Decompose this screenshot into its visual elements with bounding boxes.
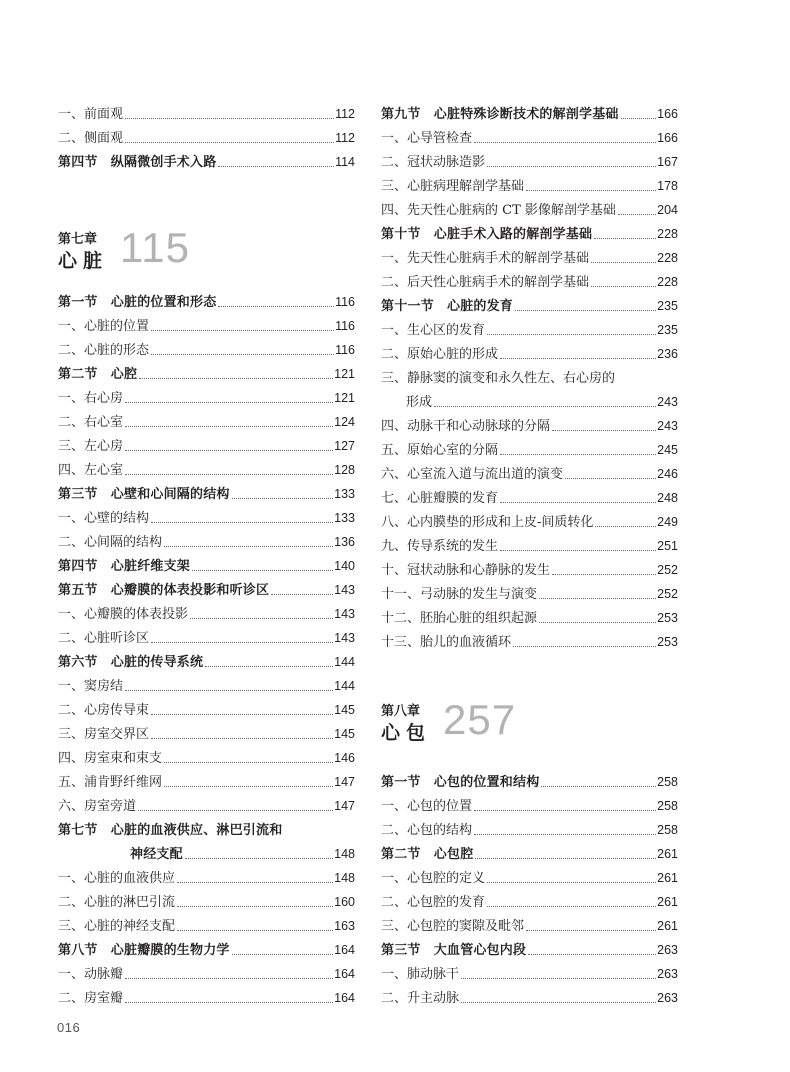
- entry-page: 178: [657, 179, 678, 193]
- toc-entry[interactable]: [58, 530, 355, 550]
- leader-dots: [232, 954, 334, 955]
- leader-dots: [218, 166, 334, 167]
- chapter-label: 第八章: [381, 704, 421, 719]
- toc-entry[interactable]: [381, 150, 678, 170]
- entry-page: 164: [334, 991, 355, 1005]
- entry-page: 261: [657, 847, 678, 861]
- toc-entry[interactable]: [381, 986, 678, 1006]
- leader-dots: [125, 450, 333, 451]
- leader-dots: [461, 1002, 656, 1003]
- toc-section-entry[interactable]: [381, 102, 678, 122]
- chapter-title: 心脏: [58, 250, 109, 272]
- leader-dots: [434, 406, 656, 407]
- leader-dots: [539, 598, 656, 599]
- leader-dots: [177, 882, 333, 883]
- leader-dots: [487, 334, 656, 335]
- entry-page: 261: [657, 895, 678, 909]
- entry-title: 十一、弓动脉的发生与演变: [381, 587, 538, 602]
- toc-entry[interactable]: [381, 606, 678, 626]
- entry-page: 263: [657, 991, 678, 1005]
- leader-dots: [271, 594, 333, 595]
- entry-page: 112: [335, 131, 355, 145]
- toc-section-entry[interactable]: [381, 938, 678, 958]
- toc-section-entry[interactable]: [58, 150, 355, 170]
- leader-dots: [487, 166, 656, 167]
- entry-page: 160: [334, 895, 355, 909]
- entry-title: 二、心脏的淋巴引流: [58, 895, 176, 910]
- leader-dots: [151, 738, 333, 739]
- entry-page: 236: [657, 347, 678, 361]
- entry-page: 166: [657, 131, 678, 145]
- entry-title: 三、心脏的神经支配: [58, 919, 176, 934]
- toc-entry[interactable]: [58, 770, 355, 790]
- leader-dots: [594, 238, 656, 239]
- toc-section-entry[interactable]: [58, 554, 355, 574]
- entry-page: 133: [334, 487, 355, 501]
- entry-page: 127: [334, 439, 355, 453]
- entry-title: 三、心包腔的窦隙及毗邻: [381, 919, 525, 934]
- entry-page: 245: [657, 443, 678, 457]
- leader-dots: [474, 142, 656, 143]
- leader-dots: [125, 1002, 333, 1003]
- toc-entry[interactable]: [381, 794, 678, 814]
- chapter-label: 第七章: [58, 232, 98, 247]
- toc-section-entry[interactable]: [58, 818, 355, 838]
- leader-dots: [539, 622, 656, 623]
- toc-entry[interactable]: [381, 486, 678, 506]
- toc-entry[interactable]: [381, 438, 678, 458]
- toc-entry[interactable]: [58, 698, 355, 718]
- entry-page: 112: [335, 107, 355, 121]
- toc-section-entry[interactable]: [381, 770, 678, 790]
- entry-page: 148: [334, 871, 355, 885]
- entry-page: 243: [657, 395, 678, 409]
- leader-dots: [177, 930, 333, 931]
- entry-title: 神经支配: [130, 847, 183, 862]
- entry-title: 二、心房传导束: [58, 703, 150, 718]
- entry-title: 一、心导管检查: [381, 131, 473, 146]
- entry-title: 一、先天性心脏病手术的解剖学基础: [381, 251, 590, 266]
- entry-title: 第二节 心包腔: [381, 847, 474, 862]
- leader-dots: [515, 310, 656, 311]
- leader-dots: [500, 454, 656, 455]
- entry-page: 263: [657, 943, 678, 957]
- toc-entry[interactable]: [58, 434, 355, 454]
- leader-dots: [125, 978, 333, 979]
- toc-section-entry[interactable]: [381, 294, 678, 314]
- entry-title: 一、窦房结: [58, 679, 124, 694]
- entry-title: 第六节 心脏的传导系统: [58, 655, 204, 670]
- toc-entry[interactable]: [58, 866, 355, 886]
- toc-section-entry[interactable]: [58, 650, 355, 670]
- entry-title: 二、原始心脏的形成: [381, 347, 499, 362]
- entry-title: 二、心包腔的发育: [381, 895, 486, 910]
- entry-page: 147: [334, 775, 355, 789]
- leader-dots: [591, 286, 656, 287]
- leader-dots: [205, 666, 333, 667]
- leader-dots: [618, 214, 656, 215]
- leader-dots: [591, 262, 656, 263]
- toc-entry[interactable]: [381, 366, 678, 386]
- entry-title: 第四节 心脏纤维支架: [58, 559, 191, 574]
- entry-title: 第三节 大血管心包内段: [381, 943, 527, 958]
- toc-entry[interactable]: [381, 270, 678, 290]
- entry-title: 第三节 心壁和心间隔的结构: [58, 487, 230, 502]
- leader-dots: [125, 690, 333, 691]
- entry-title: 十三、胎儿的血液循环: [381, 635, 512, 650]
- toc-entry[interactable]: [381, 246, 678, 266]
- entry-title: 第四节 纵隔微创手术入路: [58, 155, 217, 170]
- leader-dots: [500, 550, 656, 551]
- entry-page: 252: [657, 563, 678, 577]
- toc-entry[interactable]: [381, 510, 678, 530]
- entry-page: 246: [657, 467, 678, 481]
- toc-entry[interactable]: [381, 962, 678, 982]
- leader-dots: [151, 354, 334, 355]
- entry-page: 251: [657, 539, 678, 553]
- entry-title: 二、侧面观: [58, 131, 124, 146]
- entry-title: 八、心内膜垫的形成和上皮-间质转化: [381, 515, 594, 530]
- entry-page: 128: [334, 463, 355, 477]
- toc-section-entry[interactable]: [381, 222, 678, 242]
- entry-title: 一、生心区的发育: [381, 323, 486, 338]
- entry-title: 六、心室流入道与流出道的演变: [381, 467, 564, 482]
- toc-entry[interactable]: [58, 314, 355, 334]
- entry-title: 二、后天性心脏病手术的解剖学基础: [381, 275, 590, 290]
- leader-dots: [151, 714, 333, 715]
- toc-section-entry-continued[interactable]: [58, 842, 355, 862]
- toc-entry[interactable]: [58, 722, 355, 742]
- entry-title: 二、心脏听诊区: [58, 631, 150, 646]
- chapter-title: 心包: [381, 722, 432, 744]
- toc-section-entry[interactable]: [58, 938, 355, 958]
- entry-title: 一、肺动脉干: [381, 967, 460, 982]
- entry-page: 204: [657, 203, 678, 217]
- entry-page: 263: [657, 967, 678, 981]
- entry-page: 140: [334, 559, 355, 573]
- leader-dots: [474, 834, 656, 835]
- toc-entry[interactable]: [58, 126, 355, 146]
- toc-entry[interactable]: [381, 818, 678, 838]
- toc-entry[interactable]: [58, 602, 355, 622]
- entry-page: 164: [334, 967, 355, 981]
- leader-dots: [461, 978, 656, 979]
- leader-dots: [125, 402, 333, 403]
- entry-page: 143: [334, 583, 355, 597]
- leader-dots: [164, 546, 333, 547]
- entry-page: 133: [334, 511, 355, 525]
- entry-title: 一、右心房: [58, 391, 124, 406]
- entry-page: 116: [335, 295, 355, 309]
- entry-title: 第五节 心瓣膜的体表投影和听诊区: [58, 583, 270, 598]
- entry-title: 二、房室瓣: [58, 991, 124, 1006]
- entry-title: 二、升主动脉: [381, 991, 460, 1006]
- chapter-heading[interactable]: [58, 224, 258, 278]
- leader-dots: [151, 642, 333, 643]
- entry-title: 五、原始心室的分隔: [381, 443, 499, 458]
- toc-entry[interactable]: [381, 890, 678, 910]
- toc-entry[interactable]: [381, 174, 678, 194]
- entry-page: 235: [657, 299, 678, 313]
- entry-title: 一、心脏的血液供应: [58, 871, 176, 886]
- entry-page: 261: [657, 871, 678, 885]
- entry-title: 第十节 心脏手术入路的解剖学基础: [381, 227, 593, 242]
- entry-title: 形成: [406, 395, 433, 410]
- leader-dots: [526, 190, 656, 191]
- entry-page: 258: [657, 823, 678, 837]
- entry-page: 258: [657, 799, 678, 813]
- leader-dots: [232, 498, 334, 499]
- entry-title: 一、心包腔的定义: [381, 871, 486, 886]
- leader-dots: [500, 358, 656, 359]
- toc-entry[interactable]: [58, 626, 355, 646]
- entry-title: 一、心壁的结构: [58, 511, 150, 526]
- toc-entry[interactable]: [58, 674, 355, 694]
- entry-title: 二、右心室: [58, 415, 124, 430]
- entry-page: 144: [334, 655, 355, 669]
- entry-title: 十二、胚胎心脏的组织起源: [381, 611, 538, 626]
- entry-page: 261: [657, 919, 678, 933]
- entry-page: 143: [334, 631, 355, 645]
- entry-page: 164: [334, 943, 355, 957]
- entry-title: 三、心脏病理解剖学基础: [381, 179, 525, 194]
- entry-page: 114: [335, 155, 355, 169]
- toc-entry[interactable]: [381, 414, 678, 434]
- leader-dots: [192, 570, 333, 571]
- leader-dots: [621, 118, 657, 119]
- entry-page: 144: [334, 679, 355, 693]
- leader-dots: [138, 810, 333, 811]
- toc-entry[interactable]: [58, 794, 355, 814]
- page-number: 016: [57, 1020, 81, 1035]
- toc-entry[interactable]: [381, 866, 678, 886]
- entry-title: 五、浦肯野纤维网: [58, 775, 163, 790]
- entry-page: 148: [334, 847, 355, 861]
- entry-page: 121: [334, 391, 355, 405]
- entry-title: 三、左心房: [58, 439, 124, 454]
- entry-page: 121: [334, 367, 355, 381]
- toc-section-entry[interactable]: [58, 290, 355, 310]
- leader-dots: [218, 306, 334, 307]
- chapter-heading[interactable]: [381, 696, 581, 750]
- entry-title: 四、左心室: [58, 463, 124, 478]
- toc-section-entry[interactable]: [58, 578, 355, 598]
- toc-entry[interactable]: [58, 386, 355, 406]
- leader-dots: [595, 526, 656, 527]
- leader-dots: [164, 786, 333, 787]
- entry-page: 248: [657, 491, 678, 505]
- entry-page: 116: [335, 319, 355, 333]
- entry-page: 145: [334, 703, 355, 717]
- entry-page: 147: [334, 799, 355, 813]
- leader-dots: [487, 882, 656, 883]
- leader-dots: [475, 858, 656, 859]
- leader-dots: [565, 478, 656, 479]
- toc-entry[interactable]: [58, 914, 355, 934]
- entry-title: 九、传导系统的发生: [381, 539, 499, 554]
- entry-page: 249: [657, 515, 678, 529]
- leader-dots: [139, 378, 333, 379]
- entry-title: 一、心瓣膜的体表投影: [58, 607, 189, 622]
- entry-page: 124: [334, 415, 355, 429]
- entry-title: 一、心脏的位置: [58, 319, 150, 334]
- entry-page: 235: [657, 323, 678, 337]
- toc-entry[interactable]: [381, 558, 678, 578]
- entry-title: 第二节 心腔: [58, 367, 138, 382]
- toc-section-entry[interactable]: [58, 362, 355, 382]
- toc-entry[interactable]: [381, 630, 678, 650]
- entry-title: 四、房室束和束支: [58, 751, 163, 766]
- entry-title: 七、心脏瓣膜的发育: [381, 491, 499, 506]
- entry-title: 第一节 心包的位置和结构: [381, 775, 540, 790]
- entry-page: 243: [657, 419, 678, 433]
- entry-page: 228: [657, 251, 678, 265]
- entry-title: 四、先天性心脏病的 CT 影像解剖学基础: [381, 203, 616, 218]
- entry-title: 一、前面观: [58, 107, 124, 122]
- entry-page: 145: [334, 727, 355, 741]
- toc-entry[interactable]: [58, 746, 355, 766]
- toc-entry[interactable]: [58, 890, 355, 910]
- leader-dots: [151, 522, 333, 523]
- toc-entry[interactable]: [381, 342, 678, 362]
- toc-entry[interactable]: [381, 914, 678, 934]
- toc-entry[interactable]: [58, 986, 355, 1006]
- entry-title: 六、房室旁道: [58, 799, 137, 814]
- entry-title: 二、心包的结构: [381, 823, 473, 838]
- leader-dots: [125, 118, 334, 119]
- toc-entry-continued[interactable]: [381, 390, 678, 410]
- entry-page: 146: [334, 751, 355, 765]
- entry-title: 第九节 心脏特殊诊断技术的解剖学基础: [381, 107, 619, 122]
- toc-entry[interactable]: [381, 462, 678, 482]
- entry-title: 一、动脉瓣: [58, 967, 124, 982]
- chapter-page-number: 115: [120, 224, 190, 271]
- toc-section-entry[interactable]: [58, 482, 355, 502]
- entry-page: 253: [657, 611, 678, 625]
- leader-dots: [513, 646, 656, 647]
- leader-dots: [474, 810, 656, 811]
- leader-dots: [151, 330, 334, 331]
- toc-entry[interactable]: [381, 582, 678, 602]
- entry-title: 四、动脉干和心动脉球的分隔: [381, 419, 551, 434]
- entry-page: 116: [335, 343, 355, 357]
- leader-dots: [487, 906, 656, 907]
- toc-entry[interactable]: [381, 198, 678, 218]
- leader-dots: [125, 474, 333, 475]
- toc-entry[interactable]: [58, 962, 355, 982]
- leader-dots: [552, 430, 656, 431]
- leader-dots: [528, 954, 656, 955]
- entry-page: 258: [657, 775, 678, 789]
- entry-page: 167: [657, 155, 678, 169]
- entry-title: 三、房室交界区: [58, 727, 150, 742]
- entry-title: 第十一节 心脏的发育: [381, 299, 514, 314]
- toc-entry[interactable]: [381, 126, 678, 146]
- leader-dots: [500, 502, 656, 503]
- entry-page: 228: [657, 275, 678, 289]
- chapter-page-number: 257: [443, 696, 517, 743]
- leader-dots: [526, 930, 656, 931]
- entry-page: 166: [657, 107, 678, 121]
- toc-entry[interactable]: [58, 102, 355, 122]
- leader-dots: [125, 142, 334, 143]
- leader-dots: [552, 574, 656, 575]
- entry-title: 第七节 心脏的血液供应、淋巴引流和: [58, 823, 283, 838]
- entry-title: 第八节 心脏瓣膜的生物力学: [58, 943, 230, 958]
- toc-section-entry[interactable]: [381, 842, 678, 862]
- entry-page: 163: [334, 919, 355, 933]
- leader-dots: [164, 762, 333, 763]
- toc-entry[interactable]: [58, 410, 355, 430]
- entry-page: 253: [657, 635, 678, 649]
- entry-page: 136: [334, 535, 355, 549]
- entry-title: 二、心脏的形态: [58, 343, 150, 358]
- entry-title: 三、静脉窦的演变和永久性左、右心房的: [381, 371, 616, 386]
- entry-title: 十、冠状动脉和心静脉的发生: [381, 563, 551, 578]
- entry-title: 一、心包的位置: [381, 799, 473, 814]
- leader-dots: [185, 858, 333, 859]
- toc-entry[interactable]: [58, 458, 355, 478]
- entry-title: 第一节 心脏的位置和形态: [58, 295, 217, 310]
- entry-page: 143: [334, 607, 355, 621]
- leader-dots: [541, 786, 656, 787]
- toc-entry[interactable]: [58, 338, 355, 358]
- leader-dots: [190, 618, 333, 619]
- toc-entry[interactable]: [381, 318, 678, 338]
- leader-dots: [125, 426, 333, 427]
- entry-page: 252: [657, 587, 678, 601]
- entry-title: 二、冠状动脉造影: [381, 155, 486, 170]
- leader-dots: [177, 906, 333, 907]
- toc-entry[interactable]: [381, 534, 678, 554]
- entry-page: 228: [657, 227, 678, 241]
- entry-title: 二、心间隔的结构: [58, 535, 163, 550]
- toc-entry[interactable]: [58, 506, 355, 526]
